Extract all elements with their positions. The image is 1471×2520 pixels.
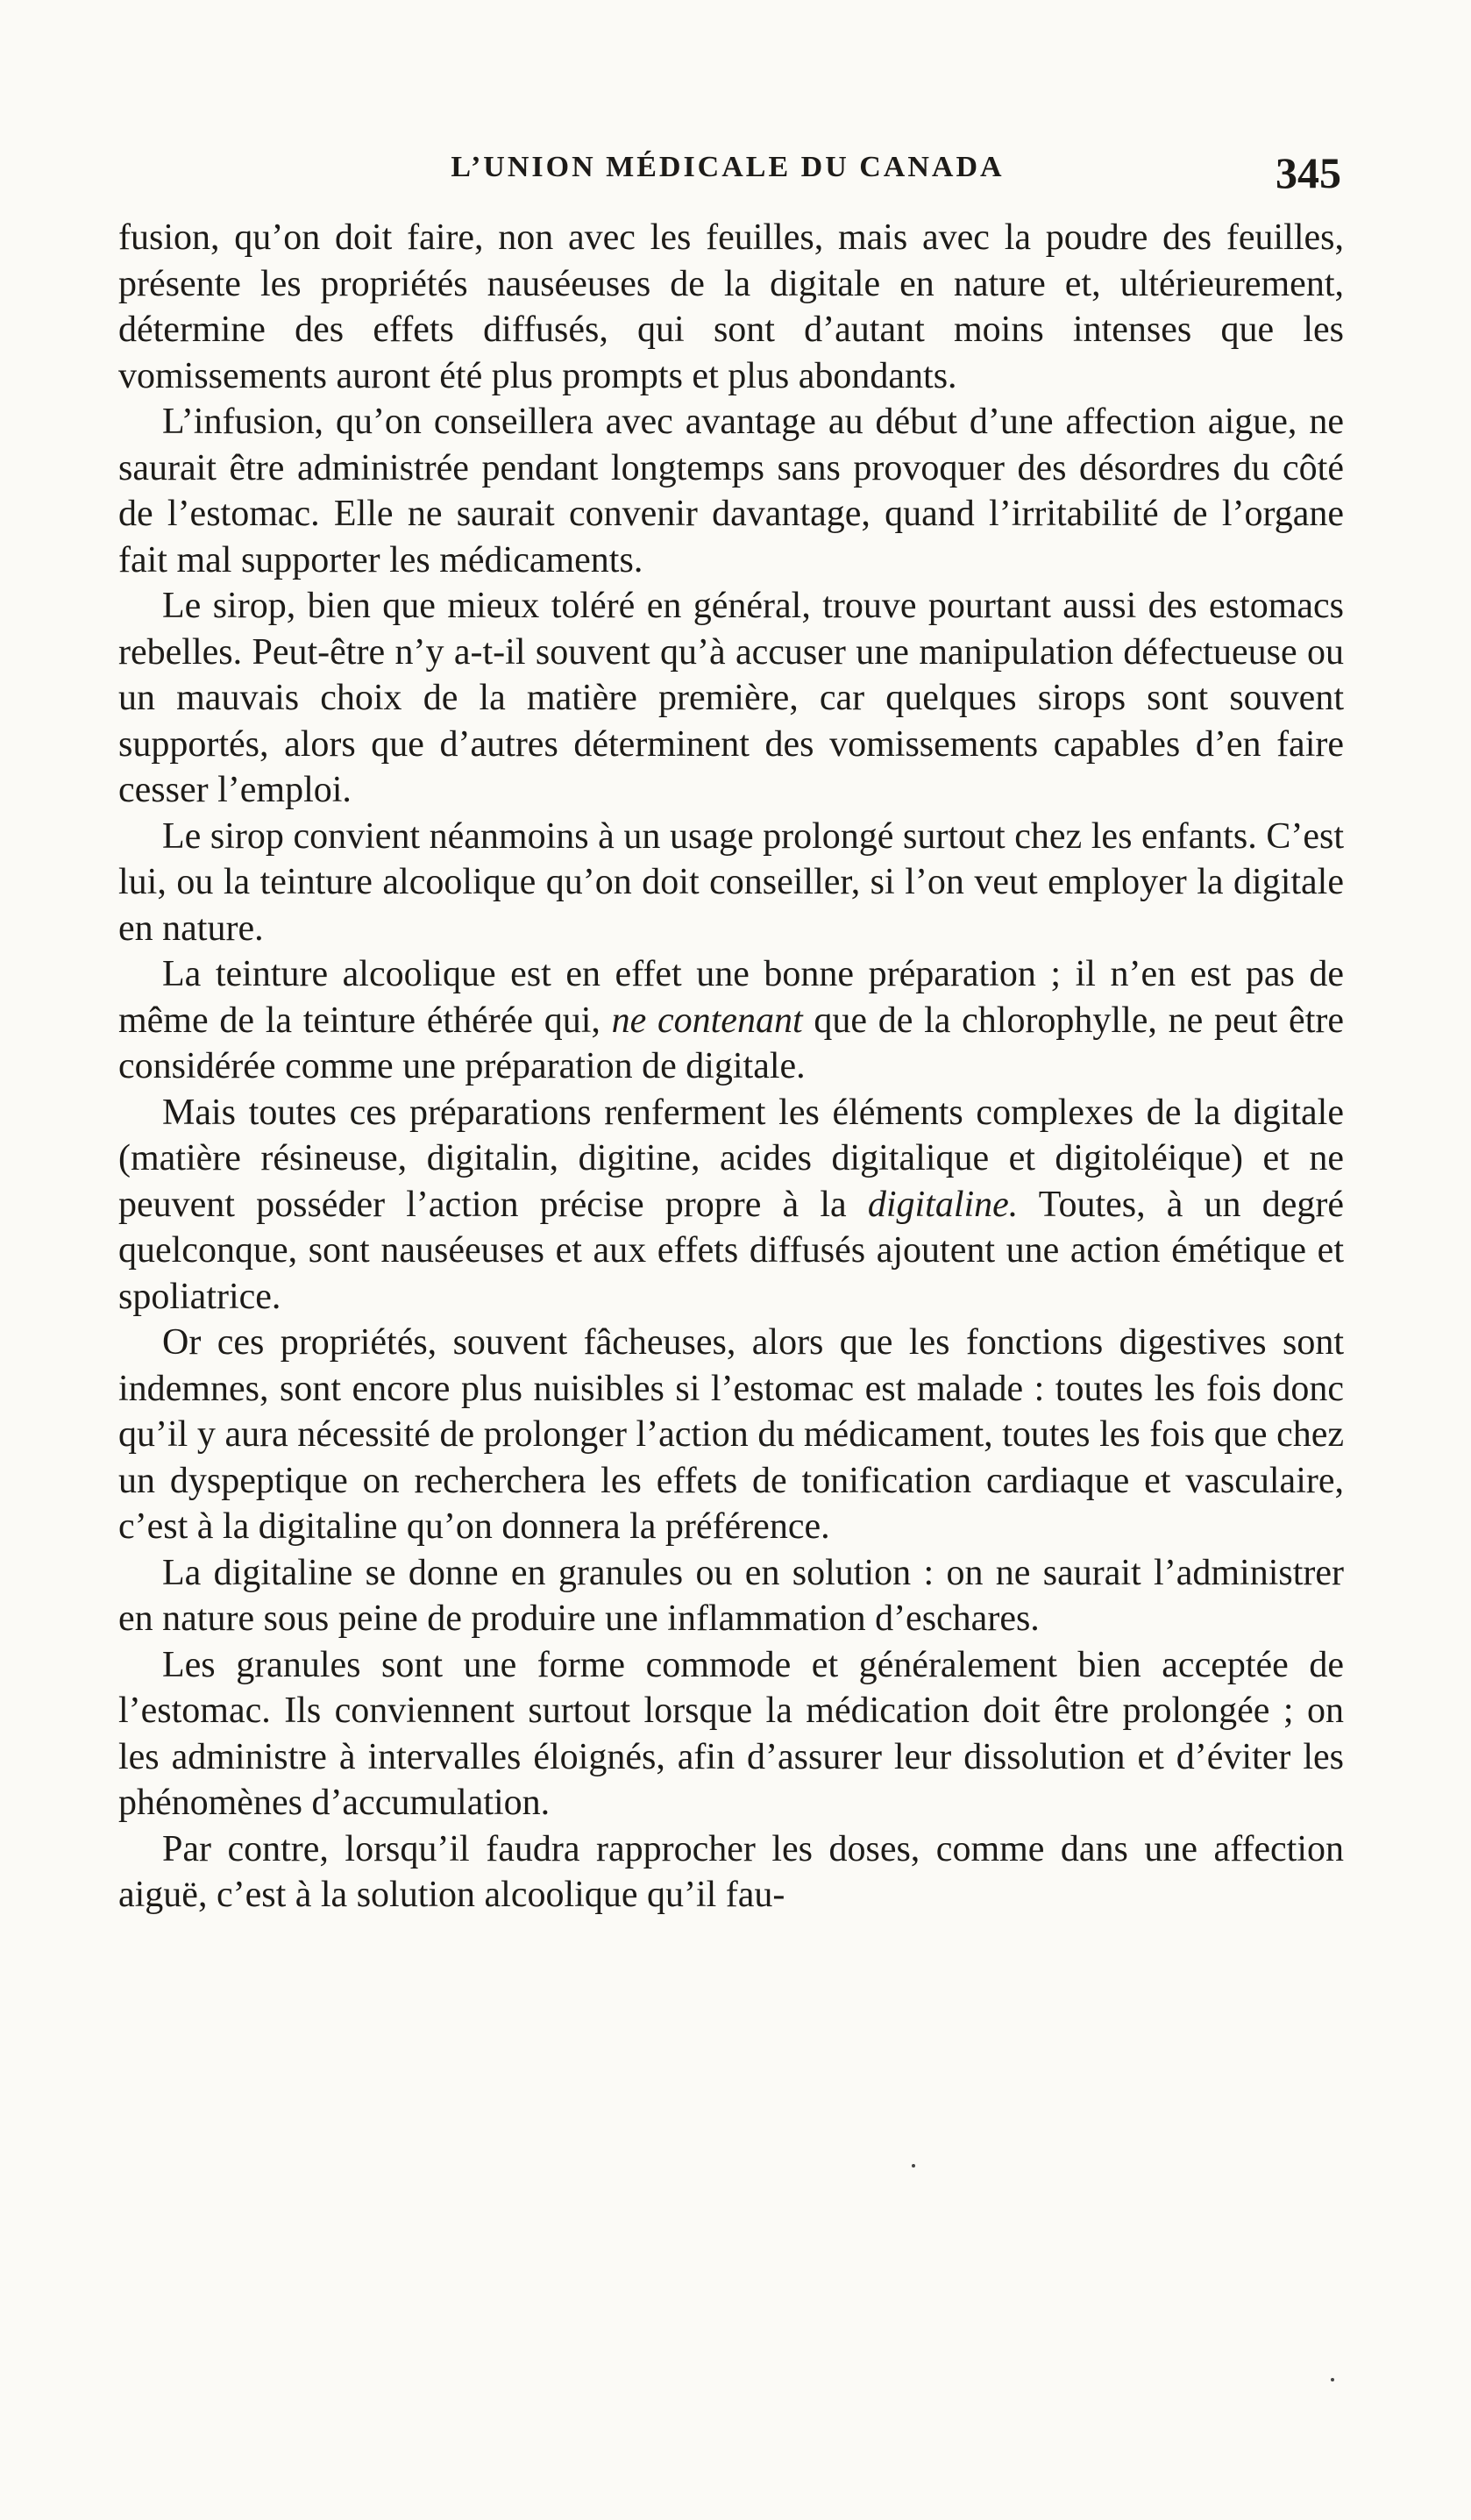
paragraph [118,951,1344,1090]
paragraph [118,399,1344,583]
paragraph [118,814,1344,952]
paragraph [118,1550,1344,1642]
paragraph-text: Par contre, lorsqu’il faudra rapprocher les doses, comme dans une affection aiguë, c’est à la solution alcoolique qu’il fau- [118,1828,1344,1915]
paragraph-text: fusion, qu’on doit faire, non avec les feuilles, mais avec la poudre des feuilles, présente les propriétés nauséeuses de la digitale en nature et, ultérieurement, détermine des effets diffusés, qui sont d’autant moins intenses que les vomissements auront été plus prompts et plus abondants. [118,217,1344,396]
paragraph-text: Mais toutes ces préparations renferment les éléments complexes de la digitale (matière résineuse, digitalin, digitine, acides digitalique et digitoléique) et ne peuvent posséder l’action précise propre à la [118,1092,1344,1225]
paragraph-text: La teinture alcoolique est en effet une bonne préparation ; il n’en est pas de même de la teinture éthérée qui, [118,954,1344,1041]
paragraph-text: Or ces propriétés, souvent fâcheuses, alors que les fonctions digestives sont indemnes, sont encore plus nuisibles si l’estomac est malade : toutes les fois donc qu’il y aura nécessité de prolonger l’action du médicament, toutes les fois que chez un dyspeptique on recherchera les effets de tonification cardiaque et vasculaire, c’est à la digitaline qu’on donnera la préférence. [118,1322,1344,1547]
print-speck [1331,2378,1334,2381]
paragraph-text: Le sirop convient néanmoins à un usage prolongé surtout chez les enfants. C’est lui, ou la teinture alcoolique qu’on doit conseiller, si l’on veut employer la digitale en nature. [118,815,1344,949]
paragraph-text: que de la chlorophylle, ne peut être considérée comme une préparation de digitale. [118,1000,1344,1086]
italic-text: ne contenant [611,1000,803,1041]
paragraph [118,1642,1344,1826]
paragraph [118,1090,1344,1321]
italic-text: digitaline. [867,1184,1019,1225]
paragraph-text: Les granules sont une forme commode et généralement bien acceptée de l’estomac. Ils conviennent surtout lorsque la médication doit être prolongée ; on les administre à intervalles éloignés, afin d’assurer leur dissolution et d’éviter les phénomènes d’accumulation. [118,1644,1344,1823]
paragraph [118,215,1344,399]
print-speck [912,2164,915,2168]
body-text [118,215,1344,1918]
page-number: 345 [1276,148,1341,197]
paragraph-text: Le sirop, bien que mieux toléré en général, trouve pourtant aussi des estomacs rebelles. Peut-être n’y a-t-il souvent qu’à accuser une manipulation défectueuse ou un mauvais choix de la matière première, car quelques sirops sont souvent supportés, alors que d’autres déterminent des vomissements capables d’en faire cesser l’emploi. [118,586,1344,810]
paragraph-text: L’infusion, qu’on conseillera avec avantage au début d’une affection aigue, ne saurait être administrée pendant longtemps sans provoquer des désordres du côté de l’estomac. Elle ne saurait convenir davantage, quand l’irritabilité de l’organe fait mal supporter les médicaments. [118,402,1344,580]
paragraph [118,583,1344,814]
running-title: L’UNION MÉDICALE DU CANADA [451,151,1005,183]
running-head [114,147,1341,200]
paragraph [118,1826,1344,1918]
paragraph-text: La digitaline se donne en granules ou en solution : on ne saurait l’administrer en nature sous peine de produire une inflammation d’eschares. [118,1552,1344,1639]
paragraph [118,1320,1344,1550]
paragraph-text: Toutes, à un degré quelconque, sont nauséeuses et aux effets diffusés ajoutent une action émétique et spoliatrice. [118,1184,1344,1317]
